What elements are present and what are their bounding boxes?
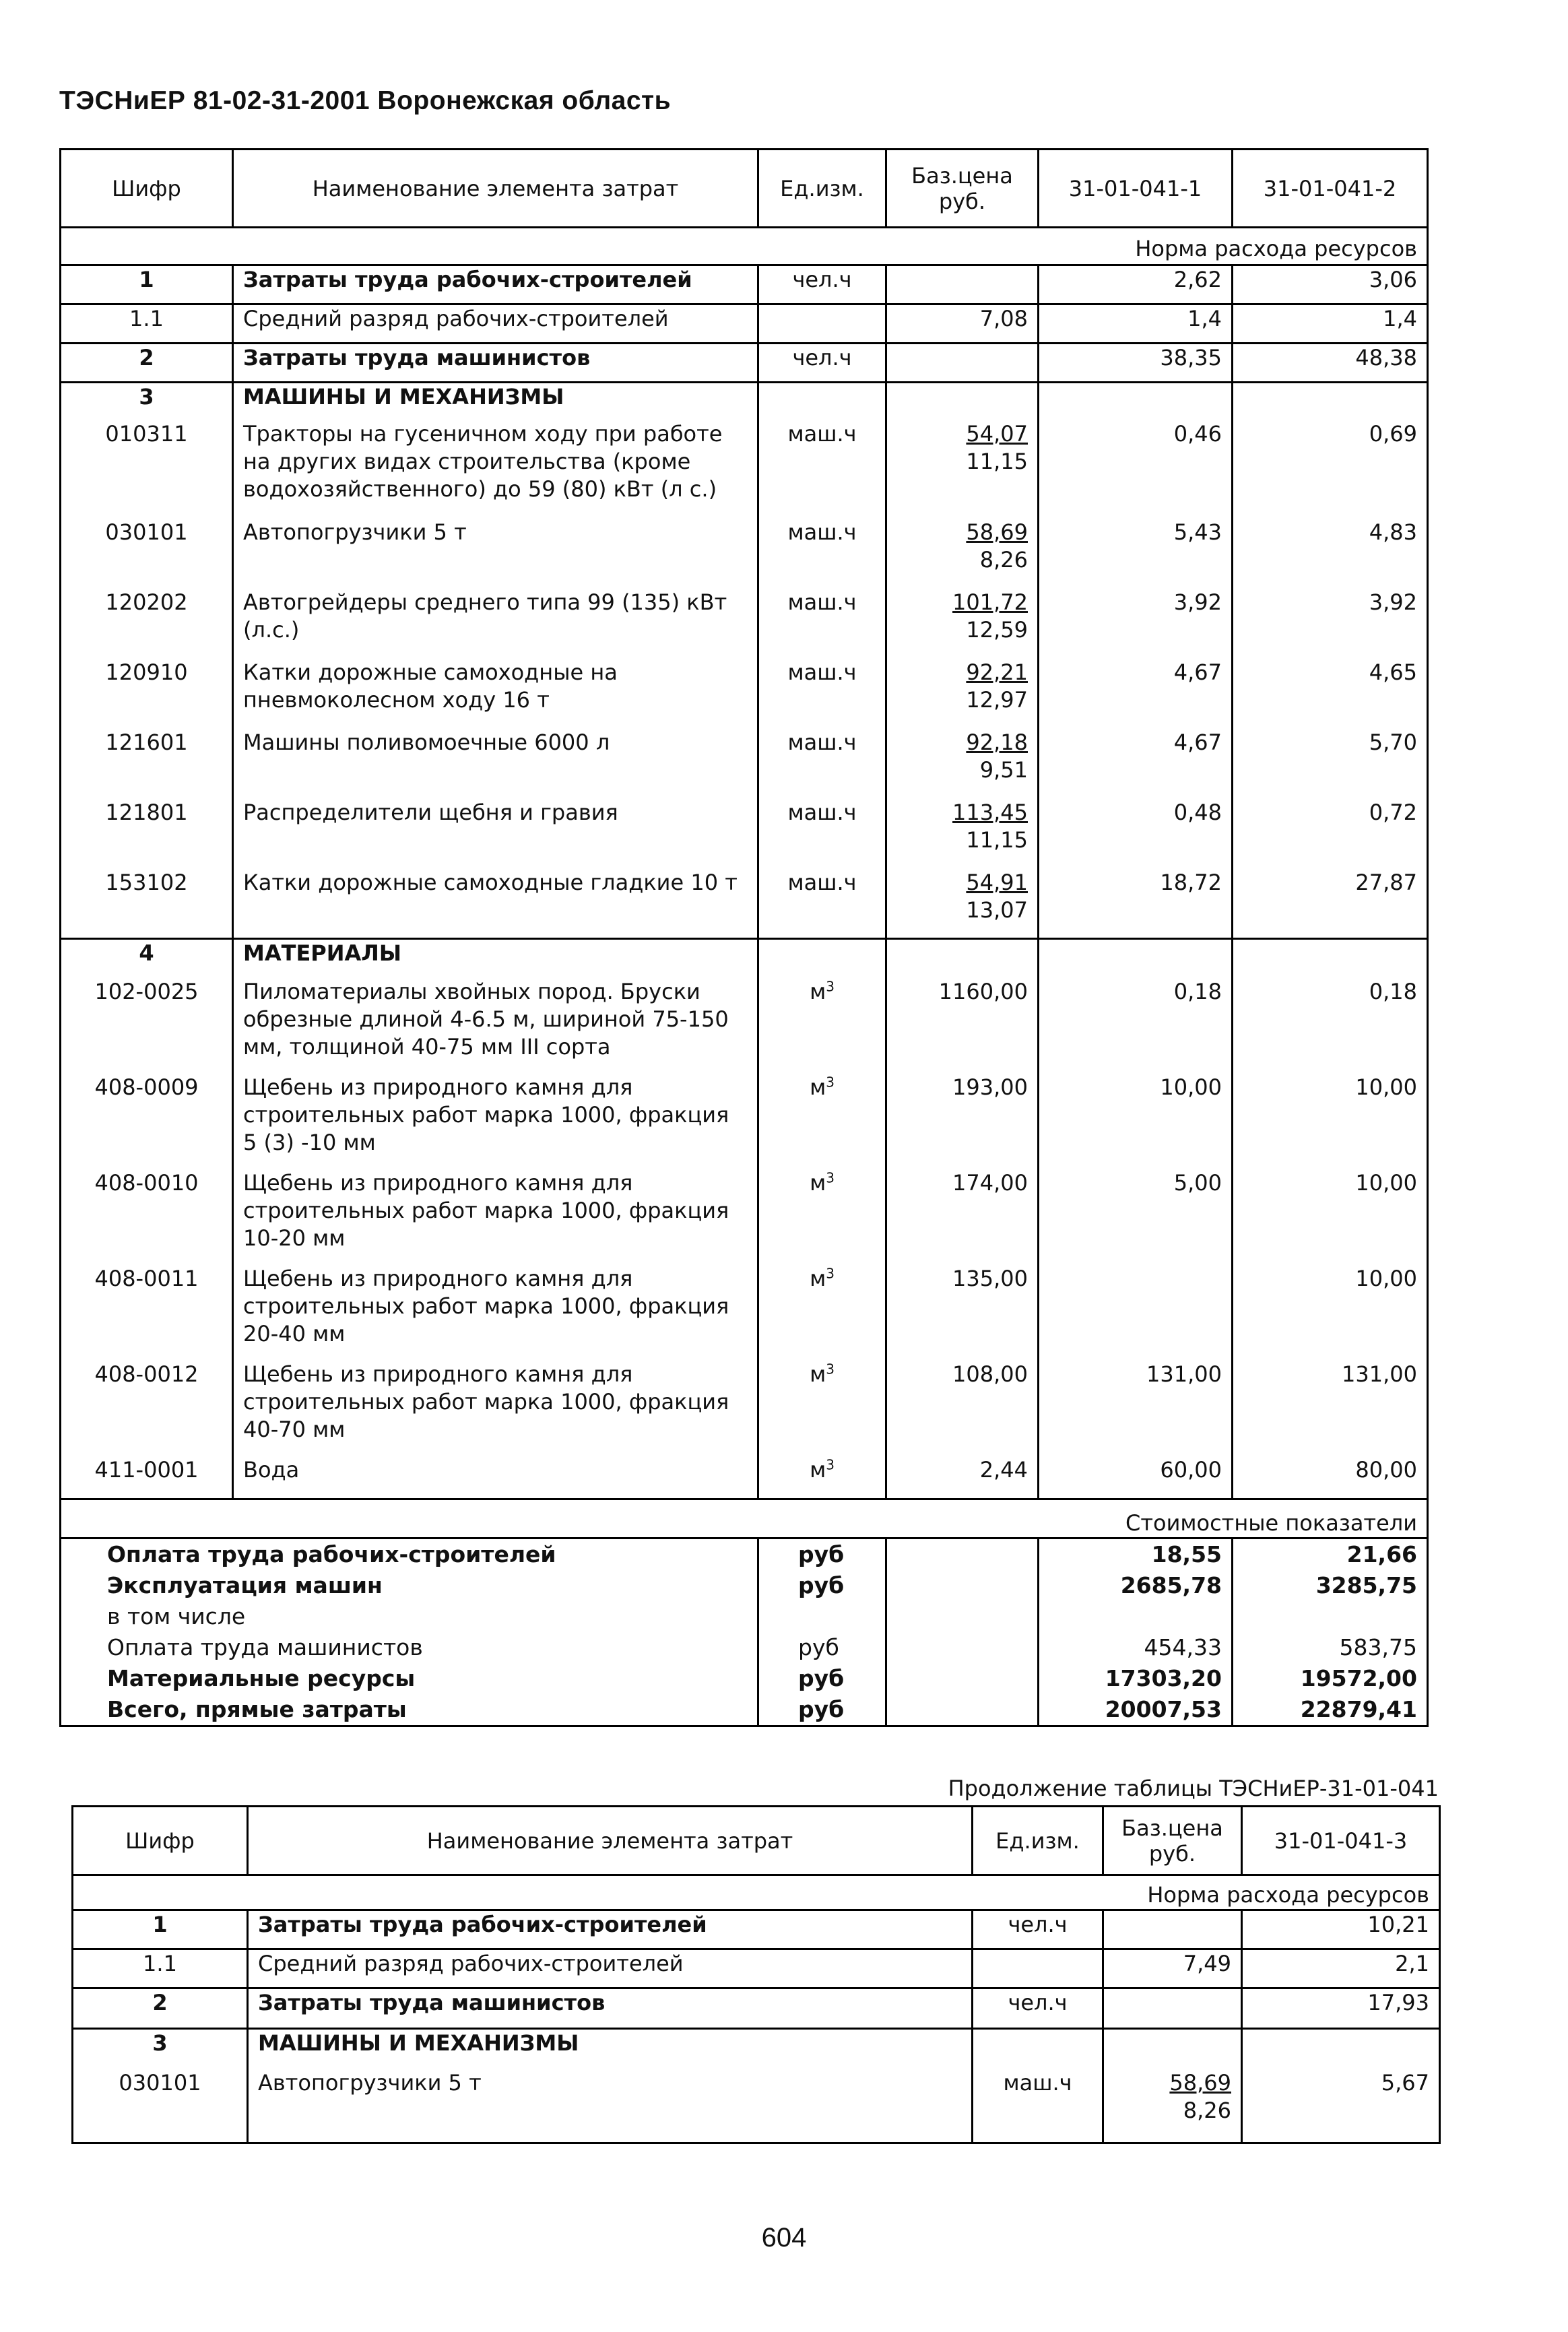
row-code: 1 [73, 1910, 248, 1949]
row-value-2: 3,92 [1233, 589, 1428, 659]
norm-caption: Норма расхода ресурсов [73, 1875, 1440, 1910]
row-value-2 [1233, 383, 1428, 420]
row-value-1: 5,67 [1242, 2069, 1440, 2143]
row-code: 120202 [61, 589, 233, 659]
row-unit [758, 1456, 886, 1499]
table-row [61, 344, 1428, 383]
resource-table-continuation [71, 1805, 1441, 2144]
header-unit: Ед.изм. [758, 150, 886, 228]
cost-row [61, 1694, 1428, 1726]
header-unit: Ед.изм. [973, 1807, 1103, 1875]
header-col1: 31-01-041-1 [1039, 150, 1233, 228]
unit-superscript: 3 [826, 1169, 835, 1186]
header-price [886, 150, 1039, 228]
row-name: Затраты труда машинистов [248, 1988, 973, 2029]
row-price [886, 869, 1039, 939]
cost-caption-row [61, 1499, 1428, 1539]
row-price [886, 304, 1039, 344]
row-value-1: 10,21 [1242, 1910, 1440, 1949]
table-row [61, 1169, 1428, 1265]
row-value-2: 3,06 [1233, 265, 1428, 304]
row-code: 408-0012 [61, 1361, 233, 1456]
unit-superscript: 3 [826, 1073, 835, 1090]
row-name: Автопогрузчики 5 т [248, 2069, 973, 2143]
row-value-1 [1039, 939, 1233, 978]
table1-body [61, 265, 1428, 1499]
table-row [61, 869, 1428, 939]
table-row [61, 519, 1428, 589]
row-code: 1.1 [61, 304, 233, 344]
cost-value-1 [1039, 1601, 1233, 1632]
table-row [61, 383, 1428, 420]
unit-superscript: 3 [826, 977, 835, 994]
row-name: Тракторы на гусеничном ходу при работе на других видах строительства (кроме водохозяйственного) до 59 (80) кВт (л с.) [233, 420, 758, 519]
row-value-1: 131,00 [1039, 1361, 1233, 1456]
cost-empty [886, 1601, 1039, 1632]
row-value-2: 0,72 [1233, 799, 1428, 869]
row-value-1: 4,67 [1039, 659, 1233, 729]
table-row [61, 729, 1428, 799]
row-code: 408-0011 [61, 1265, 233, 1361]
row-price [886, 265, 1039, 304]
cost-name: Всего, прямые затраты [61, 1694, 758, 1726]
row-unit-text: м [810, 1074, 826, 1100]
row-value-1: 4,67 [1039, 729, 1233, 799]
table-row [61, 978, 1428, 1074]
row-price [1103, 1910, 1242, 1949]
row-price [886, 799, 1039, 869]
header-price [1103, 1807, 1242, 1875]
row-value-1: 18,72 [1039, 869, 1233, 939]
row-value-1: 2,1 [1242, 1949, 1440, 1988]
row-unit [758, 978, 886, 1074]
row-price-value: 1160,00 [938, 978, 1028, 1004]
row-value-1: 10,00 [1039, 1074, 1233, 1169]
table-row [61, 1074, 1428, 1169]
row-price-wages: 13,07 [966, 897, 1028, 923]
header-col2: 31-01-041-2 [1233, 150, 1428, 228]
row-value-1: 17,93 [1242, 1988, 1440, 2029]
cost-row [61, 1632, 1428, 1663]
row-unit-text: м [810, 1456, 826, 1483]
table2-header-row [73, 1807, 1440, 1875]
row-value-2: 1,4 [1233, 304, 1428, 344]
row-unit [758, 1169, 886, 1265]
table-row [61, 420, 1428, 519]
row-price-current: 58,69 [1169, 2069, 1231, 2096]
row-unit-text: маш.ч [787, 420, 857, 447]
row-name: Щебень из природного камня для строительных работ марка 1000, фракция 10-20 мм [233, 1169, 758, 1265]
cost-name: Материальные ресурсы [61, 1663, 758, 1694]
header-price-line1: Баз.цена [911, 162, 1013, 189]
table-row [61, 939, 1428, 978]
row-price [886, 1074, 1039, 1169]
cost-value-2: 21,66 [1233, 1539, 1428, 1571]
row-value-1 [1242, 2029, 1440, 2069]
table-row [61, 799, 1428, 869]
row-unit [758, 869, 886, 939]
cost-unit: руб [758, 1663, 886, 1694]
row-name: Автогрейдеры среднего типа 99 (135) кВт (л.с.) [233, 589, 758, 659]
cost-row [61, 1601, 1428, 1632]
row-value-2: 80,00 [1233, 1456, 1428, 1499]
row-code: 010311 [61, 420, 233, 519]
row-code: 2 [61, 344, 233, 383]
cost-row [61, 1539, 1428, 1571]
row-name: Средний разряд рабочих-строителей [248, 1949, 973, 1988]
row-unit [758, 519, 886, 589]
row-unit-text: м [810, 1169, 826, 1196]
cost-rows [61, 1539, 1428, 1726]
row-code: 030101 [73, 2069, 248, 2143]
row-name: Щебень из природного камня для строительных работ марка 1000, фракция 40-70 мм [233, 1361, 758, 1456]
row-code: 2 [73, 1988, 248, 2029]
table-header-row [61, 150, 1428, 228]
cost-name: Эксплуатация машин [61, 1570, 758, 1601]
row-price [886, 344, 1039, 383]
row-value-1: 1,4 [1039, 304, 1233, 344]
header-price-line2: руб. [938, 188, 986, 214]
row-value-1: 5,43 [1039, 519, 1233, 589]
row-value-1: 5,00 [1039, 1169, 1233, 1265]
row-price [886, 383, 1039, 420]
row-price-current: 54,91 [966, 869, 1028, 895]
continuation-caption: Продолжение таблицы ТЭСНиЕР-31-01-041 [948, 1776, 1439, 1801]
row-value-2: 48,38 [1233, 344, 1428, 383]
row-unit [758, 729, 886, 799]
header-code: Шифр [73, 1807, 248, 1875]
row-name: Автопогрузчики 5 т [233, 519, 758, 589]
row-code: 408-0009 [61, 1074, 233, 1169]
row-value-2: 131,00 [1233, 1361, 1428, 1456]
row-unit-text: м [810, 978, 826, 1004]
row-unit-text: маш.ч [787, 589, 857, 615]
row-value-2: 5,70 [1233, 729, 1428, 799]
row-price-value: 135,00 [952, 1265, 1028, 1291]
cost-value-2: 22879,41 [1233, 1694, 1428, 1726]
page-number: 604 [761, 2223, 807, 2253]
row-price [886, 1361, 1039, 1456]
row-code: 153102 [61, 869, 233, 939]
row-value-2: 4,83 [1233, 519, 1428, 589]
row-price [886, 589, 1039, 659]
row-value-1: 38,35 [1039, 344, 1233, 383]
row-value-1: 2,62 [1039, 265, 1233, 304]
row-price-wages: 8,26 [1183, 2097, 1231, 2123]
row-price [886, 978, 1039, 1074]
cost-value-1: 2685,78 [1039, 1570, 1233, 1601]
row-price [886, 1169, 1039, 1265]
table-row [61, 1456, 1428, 1499]
cost-value-2: 19572,00 [1233, 1663, 1428, 1694]
table2-body [73, 1910, 1440, 2143]
row-code: 121601 [61, 729, 233, 799]
row-name: Катки дорожные самоходные гладкие 10 т [233, 869, 758, 939]
row-code: 120910 [61, 659, 233, 729]
row-name: МАШИНЫ И МЕХАНИЗМЫ [233, 383, 758, 420]
row-name: МАТЕРИАЛЫ [233, 939, 758, 978]
row-price-wages: 8,26 [979, 546, 1028, 573]
row-price-current: 101,72 [952, 589, 1028, 615]
row-price [1103, 2069, 1242, 2143]
norm-caption: Норма расхода ресурсов [61, 228, 1428, 265]
unit-superscript: 3 [826, 1360, 835, 1377]
header-price-line2: руб. [1148, 1840, 1196, 1867]
row-value-2: 0,69 [1233, 420, 1428, 519]
row-value-2: 4,65 [1233, 659, 1428, 729]
row-unit [758, 939, 886, 978]
row-price-current: 92,21 [966, 659, 1028, 685]
table-row [61, 304, 1428, 344]
row-unit [758, 659, 886, 729]
row-unit-text: м [810, 1265, 826, 1291]
row-value-2: 10,00 [1233, 1265, 1428, 1361]
row-value-1: 0,46 [1039, 420, 1233, 519]
cost-name: Оплата труда машинистов [61, 1632, 758, 1663]
row-name: Распределители щебня и гравия [233, 799, 758, 869]
row-unit [758, 344, 886, 383]
row-price-value: 193,00 [952, 1074, 1028, 1100]
row-price-wages: 12,97 [966, 686, 1028, 713]
row-code: 3 [61, 383, 233, 420]
row-code: 102-0025 [61, 978, 233, 1074]
row-unit [973, 2069, 1103, 2143]
row-code: 121801 [61, 799, 233, 869]
row-price-current: 58,69 [966, 519, 1028, 545]
cost-empty [886, 1663, 1039, 1694]
cost-value-2 [1233, 1601, 1428, 1632]
row-unit [758, 1361, 886, 1456]
cost-unit [758, 1601, 886, 1632]
row-unit [973, 2029, 1103, 2069]
row-value-2: 27,87 [1233, 869, 1428, 939]
row-price [886, 519, 1039, 589]
row-name: Щебень из природного камня для строительных работ марка 1000, фракция 5 (3) -10 мм [233, 1074, 758, 1169]
row-price-current: 92,18 [966, 729, 1028, 755]
row-name: МАШИНЫ И МЕХАНИЗМЫ [248, 2029, 973, 2069]
row-price [1103, 1988, 1242, 2029]
header-col1: 31-01-041-3 [1242, 1807, 1440, 1875]
row-unit-text: чел.ч [1008, 1990, 1068, 2015]
table-row [73, 1988, 1440, 2029]
cost-unit: руб [758, 1694, 886, 1726]
row-unit [758, 265, 886, 304]
row-unit-text: маш.ч [787, 659, 857, 685]
row-price-current: 54,07 [966, 420, 1028, 447]
row-value-1: 3,92 [1039, 589, 1233, 659]
row-unit [758, 304, 886, 344]
row-unit-text: маш.ч [787, 869, 857, 895]
row-unit-text: м [810, 1361, 826, 1387]
row-value-1: 60,00 [1039, 1456, 1233, 1499]
row-price-value: 7,08 [979, 306, 1028, 331]
row-name: Затраты труда машинистов [233, 344, 758, 383]
row-unit [758, 420, 886, 519]
row-unit-text: маш.ч [787, 729, 857, 755]
cost-value-1: 18,55 [1039, 1539, 1233, 1571]
header-price-line1: Баз.цена [1121, 1815, 1223, 1841]
row-price [1103, 1949, 1242, 1988]
header-name: Наименование элемента затрат [248, 1807, 973, 1875]
table-row [73, 2029, 1440, 2069]
row-price-value: 7,49 [1183, 1951, 1231, 1976]
row-name: Вода [233, 1456, 758, 1499]
cost-unit: руб [758, 1632, 886, 1663]
cost-row [61, 1663, 1428, 1694]
row-unit-text: маш.ч [1003, 2069, 1072, 2096]
table-row [73, 1949, 1440, 1988]
cost-row [61, 1570, 1428, 1601]
cost-unit: руб [758, 1539, 886, 1571]
row-value-1 [1039, 383, 1233, 420]
unit-superscript: 3 [826, 1264, 835, 1281]
row-code: 1 [61, 265, 233, 304]
row-unit [758, 589, 886, 659]
row-name: Затраты труда рабочих-строителей [233, 265, 758, 304]
row-price [886, 939, 1039, 978]
cost-empty [886, 1539, 1039, 1571]
cost-name: Оплата труда рабочих-строителей [61, 1539, 758, 1571]
row-name: Пиломатериалы хвойных пород. Бруски обрезные длиной 4-6.5 м, шириной 75-150 мм, толщиной 40-75 мм III сорта [233, 978, 758, 1074]
row-name: Затраты труда рабочих-строителей [248, 1910, 973, 1949]
resource-table-main [59, 148, 1429, 1727]
row-name: Щебень из природного камня для строительных работ марка 1000, фракция 20-40 мм [233, 1265, 758, 1361]
row-code: 411-0001 [61, 1456, 233, 1499]
row-price [886, 729, 1039, 799]
cost-name: в том числе [61, 1601, 758, 1632]
row-name: Машины поливомоечные 6000 л [233, 729, 758, 799]
row-unit-text: маш.ч [787, 799, 857, 825]
row-price [1103, 2029, 1242, 2069]
row-value-1 [1039, 1265, 1233, 1361]
table-row [61, 1361, 1428, 1456]
cost-empty [886, 1570, 1039, 1601]
row-code: 1.1 [73, 1949, 248, 1988]
row-value-1: 0,48 [1039, 799, 1233, 869]
row-price-current: 113,45 [952, 799, 1028, 825]
row-unit-text: чел.ч [792, 345, 852, 370]
cost-value-2: 583,75 [1233, 1632, 1428, 1663]
row-value-2: 10,00 [1233, 1169, 1428, 1265]
row-price [886, 1456, 1039, 1499]
norm-caption-row [73, 1875, 1440, 1910]
table-row [61, 659, 1428, 729]
row-name: Средний разряд рабочих-строителей [233, 304, 758, 344]
row-price-wages: 9,51 [979, 756, 1028, 783]
row-price-value: 108,00 [952, 1361, 1028, 1387]
row-value-2: 10,00 [1233, 1074, 1428, 1169]
row-price-value: 174,00 [952, 1169, 1028, 1196]
table-row [73, 2069, 1440, 2143]
row-price-value: 2,44 [979, 1456, 1028, 1483]
row-price-wages: 12,59 [966, 616, 1028, 643]
table-row [73, 1910, 1440, 1949]
header-name: Наименование элемента затрат [233, 150, 758, 228]
row-unit [973, 1988, 1103, 2029]
cost-empty [886, 1632, 1039, 1663]
document-title: ТЭСНиЕР 81-02-31-2001 Воронежская область [59, 86, 672, 115]
cost-value-2: 3285,75 [1233, 1570, 1428, 1601]
row-unit [758, 1074, 886, 1169]
row-price-wages: 11,15 [966, 448, 1028, 474]
row-value-2: 0,18 [1233, 978, 1428, 1074]
row-unit [758, 799, 886, 869]
cost-unit: руб [758, 1570, 886, 1601]
row-unit [758, 1265, 886, 1361]
row-price [886, 659, 1039, 729]
cost-value-1: 20007,53 [1039, 1694, 1233, 1726]
row-value-2 [1233, 939, 1428, 978]
row-price [886, 1265, 1039, 1361]
cost-value-1: 17303,20 [1039, 1663, 1233, 1694]
row-unit [758, 383, 886, 420]
row-name: Катки дорожные самоходные на пневмоколесном ходу 16 т [233, 659, 758, 729]
row-price [886, 420, 1039, 519]
norm-caption-row [61, 228, 1428, 265]
table-row [61, 1265, 1428, 1361]
row-unit-text: чел.ч [792, 267, 852, 292]
header-code: Шифр [61, 150, 233, 228]
row-code: 4 [61, 939, 233, 978]
row-code: 408-0010 [61, 1169, 233, 1265]
cost-empty [886, 1694, 1039, 1726]
row-code: 030101 [61, 519, 233, 589]
row-value-1: 0,18 [1039, 978, 1233, 1074]
row-unit [973, 1949, 1103, 1988]
cost-caption: Стоимостные показатели [61, 1499, 1428, 1539]
row-code: 3 [73, 2029, 248, 2069]
row-price-wages: 11,15 [966, 827, 1028, 853]
table-row [61, 265, 1428, 304]
unit-superscript: 3 [826, 1456, 835, 1472]
row-unit-text: чел.ч [1008, 1912, 1068, 1937]
row-unit [973, 1910, 1103, 1949]
row-unit-text: маш.ч [787, 519, 857, 545]
table-row [61, 589, 1428, 659]
cost-value-1: 454,33 [1039, 1632, 1233, 1663]
